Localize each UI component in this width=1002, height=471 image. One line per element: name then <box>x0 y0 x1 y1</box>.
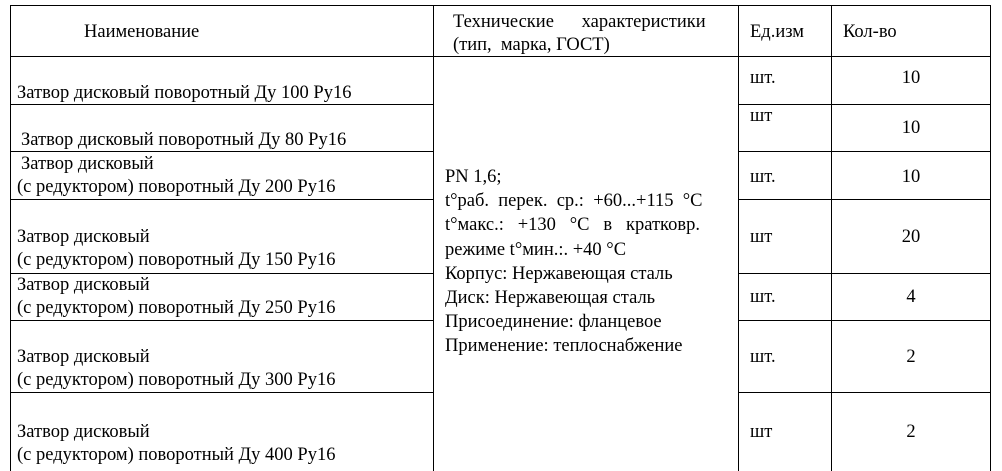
row-4-name-line1: Затвор дисковый <box>17 227 150 247</box>
row-2-name: Затвор дисковый поворотный Ду 80 Ру16 <box>21 130 347 150</box>
column-divider <box>433 5 434 471</box>
header-name: Наименование <box>84 22 200 42</box>
row-1-qty: 10 <box>901 68 921 88</box>
spec-line: PN 1,6; <box>445 167 502 187</box>
row-6-unit: шт. <box>750 347 776 367</box>
row-divider <box>738 151 991 152</box>
row-divider <box>738 199 991 200</box>
row-7-name-line1: Затвор дисковый <box>17 422 150 442</box>
row-5-name-line2: (с редуктором) поворотный Ду 250 Ру16 <box>17 298 336 318</box>
row-divider <box>10 199 433 200</box>
row-6-name-line1: Затвор дисковый <box>17 347 150 367</box>
row-1-name: Затвор дисковый поворотный Ду 100 Ру16 <box>17 83 352 103</box>
header-specs-line1: Технические характеристики <box>453 12 706 32</box>
table-border-left <box>10 5 11 471</box>
row-divider <box>738 273 991 274</box>
row-4-qty: 20 <box>901 227 921 247</box>
row-7-unit: шт <box>750 422 773 442</box>
spec-line: Диск: Нержавеющая сталь <box>445 288 656 309</box>
row-7-name-line2: (с редуктором) поворотный Ду 400 Ру16 <box>17 445 336 465</box>
row-5-unit: шт. <box>750 287 776 307</box>
row-6-name-line2: (с редуктором) поворотный Ду 300 Ру16 <box>17 370 336 390</box>
header-unit: Ед.изм <box>750 22 804 42</box>
row-3-unit: шт. <box>750 167 776 187</box>
row-4-name-line2: (с редуктором) поворотный Ду 150 Ру16 <box>17 250 336 270</box>
row-3-name-line2: (с редуктором) поворотный Ду 200 Ру16 <box>17 177 336 197</box>
row-2-qty: 10 <box>901 118 921 138</box>
row-7-qty: 2 <box>906 422 916 442</box>
row-divider <box>738 104 991 105</box>
row-5-qty: 4 <box>906 287 916 307</box>
row-1-unit: шт. <box>750 68 776 88</box>
row-3-name-line1: Затвор дисковый <box>21 154 154 174</box>
row-divider <box>10 320 433 321</box>
row-5-name-line1: Затвор дисковый <box>17 275 150 295</box>
row-divider <box>10 104 433 105</box>
spec-line: режиме t°мин.:. +40 °C <box>445 239 627 260</box>
row-6-qty: 2 <box>906 347 916 367</box>
row-divider <box>10 151 433 152</box>
row-divider <box>738 320 991 321</box>
column-divider <box>738 5 739 471</box>
specs-cell <box>445 165 729 359</box>
spec-line: Применение: теплоснабжение <box>445 336 683 357</box>
header-qty: Кол-во <box>843 22 897 42</box>
row-divider <box>738 392 991 393</box>
header-divider <box>10 56 991 57</box>
header-specs-line2: (тип, марка, ГОСТ) <box>453 35 610 55</box>
spec-line: t°раб. перек. ср.: +60...+115 °C <box>445 191 703 212</box>
row-4-unit: шт <box>750 227 773 247</box>
row-divider <box>10 392 433 393</box>
spec-line: Присоединение: фланцевое <box>445 312 662 333</box>
spec-line: t°макс.: +130 °C в кратковр. <box>445 215 700 236</box>
table-border-top <box>10 5 991 6</box>
row-3-qty: 10 <box>901 167 921 187</box>
row-2-unit: шт <box>750 106 773 126</box>
spec-line: Корпус: Нержавеющая сталь <box>445 263 673 284</box>
